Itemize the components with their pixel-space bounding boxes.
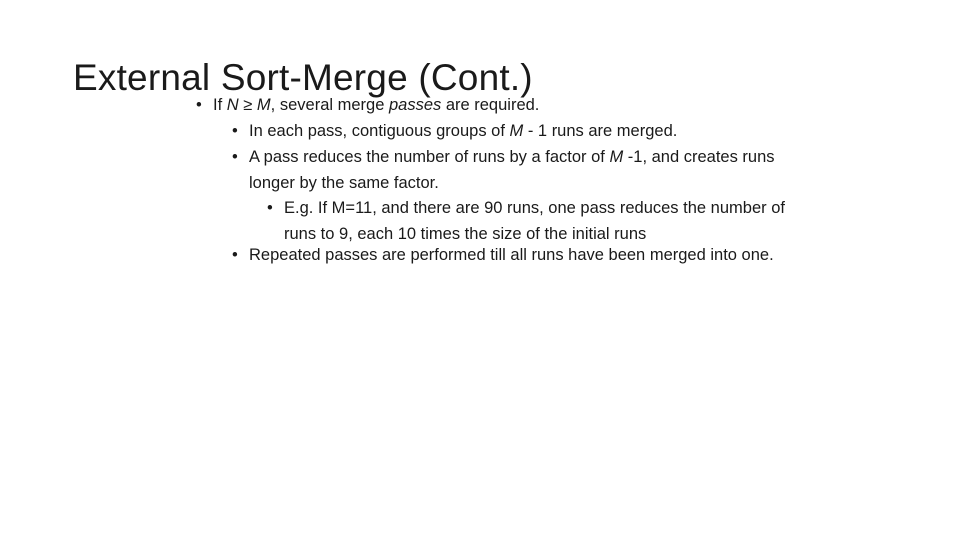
bullet-dot: • <box>232 246 238 264</box>
bullet-text: If <box>213 96 227 114</box>
bullet-merge-passes-required <box>196 93 793 119</box>
bullet-text: E.g. If M=11, and there are 90 runs, one pass reduces the number of runs to 9, each 10 times the size of the initial runs <box>284 199 785 243</box>
bullet-each-pass <box>232 119 809 145</box>
bullet-dot: • <box>232 122 238 140</box>
bullet-text: are required. <box>441 96 540 114</box>
passes-term: passes <box>388 96 442 114</box>
geq-symbol: ≥ <box>238 96 257 114</box>
bullet-dot: • <box>196 96 202 114</box>
bullet-dot: • <box>267 199 273 217</box>
bullet-pass-reduces <box>232 145 797 196</box>
var-n: N <box>226 96 239 114</box>
bullet-text: - 1 runs are merged. <box>523 122 678 140</box>
var-m: M <box>609 148 624 166</box>
bullet-example <box>267 196 794 247</box>
bullet-dot: • <box>232 148 238 166</box>
bullet-text: -1, and creates runs longer by the same factor. <box>249 148 775 192</box>
bullet-text: Repeated passes are performed till all runs have been merged into one. <box>249 246 774 264</box>
slide-title: External Sort-Merge (Cont.) <box>73 57 533 98</box>
var-m: M <box>509 122 524 140</box>
bullet-text: A pass reduces the number of runs by a factor of <box>249 148 610 166</box>
bullet-text: In each pass, contiguous groups of <box>249 122 510 140</box>
bullet-text: , several merge <box>270 96 389 114</box>
bullet-repeated-passes <box>232 243 799 269</box>
var-m: M <box>256 96 271 114</box>
